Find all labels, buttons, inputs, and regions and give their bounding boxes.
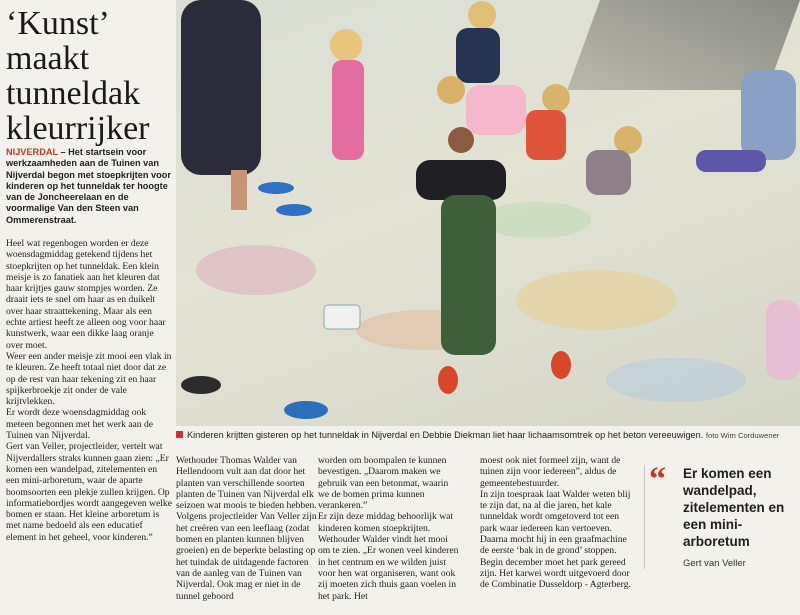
body-column-1 xyxy=(6,238,172,543)
child-body xyxy=(526,110,566,160)
body-paragraph: Begin december moet het park gereed zijn. Het karwei wordt uitgevoerd door de Combinatie Dusseldorp - Agterberg. xyxy=(480,556,631,591)
body-paragraph: worden om boompalen te kunnen bevestigen. „Daarom maken we gebruik van een betonmat, waarin we de bomen prima kunnen verankeren.” xyxy=(318,455,449,512)
headline-line-2: maakt xyxy=(6,40,90,77)
headline-line-3: tunneldak xyxy=(6,75,141,112)
pull-quote xyxy=(644,461,800,569)
child-pink-dress xyxy=(332,60,364,160)
lead-text: – Het startsein voor werkzaamheden aan de Tuinen van Nijverdal begon met stoepkrijten voor kinderen op het tunneldak ter hoogte van de Joncheerelaan en de voormalige Van den Steen van Ommerenstraat. xyxy=(6,147,171,225)
photo-caption xyxy=(176,430,796,441)
sandal xyxy=(284,401,328,419)
person-right xyxy=(741,70,796,160)
chalk-box xyxy=(324,305,360,329)
woman-top xyxy=(416,160,506,200)
child-head xyxy=(330,29,362,61)
body-column-3 xyxy=(318,455,460,602)
photo-scene xyxy=(176,0,800,426)
body-paragraph: Er wordt deze woensdagmiddag ook meteen begonnen met het werk aan de Tuinen van Nijverdal. xyxy=(6,407,154,442)
body-paragraph: Wethouder Thomas Walder van Hellendoorn vult aan dat door het planten van verschillende soorten planten de Tuinen van Nijverdal elk seizoen wat moois te bieden hebben. xyxy=(176,455,317,512)
leg xyxy=(231,170,247,210)
chalk-drawing xyxy=(481,202,591,238)
article-photo xyxy=(176,0,800,426)
woman-head xyxy=(448,127,474,153)
chalk-drawing xyxy=(196,245,316,295)
child-head xyxy=(468,1,496,29)
red-shoe xyxy=(551,351,571,379)
dateline: NIJVERDAL xyxy=(6,147,58,157)
body-paragraph: In zijn toespraak laat Walder weten blij te zijn dat, na al die jaren, het kale tunneldak wordt omgetoverd tot een park waar iedereen kan vertoeven. Daarna mocht hij in een graafmachine de eerste ‘bak in de grond’ stoppen. xyxy=(480,488,631,557)
body-column-4 xyxy=(480,455,632,591)
chalk-drawing xyxy=(516,270,676,330)
body-paragraph: Weer een ander meisje zit mooi een vlak in te kleuren. Ze heeft totaal niet door dat ze op de rest van haar tekening zit en haar spijkerbroekje zit onder de vale krijtvlekken. xyxy=(6,350,172,408)
body-paragraph: Er zijn deze middag behoorlijk wat kinderen komen stoepkrijten. Wethouder Walder vindt het mooi om te zien. „Er wonen veel kinderen in het centrum en we wilden juist voor hen wat organiseren, want ook zij moeten zich thuis gaan voelen in het park. Het xyxy=(318,511,459,602)
quote-author: Gert van Veller xyxy=(683,558,746,569)
headline xyxy=(6,6,172,146)
red-shoe xyxy=(438,366,458,394)
body-paragraph: Volgens projectleider Van Veller zijn het creëren van een leeflaag (zodat bomen en planten kunnen blijven groeien) en de beperkte belasting op het tuindak de uitdagende factoren van de aanleg van de Tuinen van Nijverdal. Ook mag er niet in de tunnel geboord xyxy=(176,511,317,602)
quote-mark-icon: “ xyxy=(649,461,666,498)
caption-marker xyxy=(176,431,183,438)
person-right-legs xyxy=(696,150,766,172)
child-head xyxy=(614,126,642,154)
headline-line-4: kleurrijker xyxy=(6,110,150,147)
child-body xyxy=(586,150,631,195)
photo-credit: foto Wim Corduwener xyxy=(705,431,780,440)
body-column-2 xyxy=(176,455,318,602)
caption-text: Kinderen krijtten gisteren op het tunneldak in Nijverdal en Debbie Diekman liet haar lichaamsomtrek op het beton vereeuwigen. xyxy=(187,430,704,440)
child-head xyxy=(437,76,465,104)
body-paragraph: moest ook niet formeel zijn, want de tuinen zijn voor iedereen”, aldus de gemeentebestuurder. xyxy=(480,455,621,489)
sandal xyxy=(181,376,221,394)
person-adult xyxy=(181,0,261,175)
body-paragraph: Heel wat regenbogen worden er deze woensdagmiddag getekend tijdens het stoepkrijten op het tunneldak. Een klein meisje is zo fanatiek aan het kleuren dat haar krijtjes gauw stompjes worden. Ze draait iets te snel om haar as en duikelt over haar straattekening. Maar als een echte artiest heeft ze alleen oog voor haar kunstwerk, waar een dikke laag oranje over moet. xyxy=(6,238,166,351)
child-head xyxy=(542,84,570,112)
body-paragraph: Gert van Veller, projectleider, vertelt wat Nijverdallers straks kunnen gaan zien: „Er komen een wandelpad, zitelementen en een mini-arboretum, waar de aparte boomsoorten een plekje zullen krijgen. Op informatiebordjes wordt aangegeven welke bomen er staan. Het kleine arboretum is met name bedoeld als een educatief element in het geheel, voor kinderen.” xyxy=(6,441,172,543)
woman-trousers xyxy=(441,195,496,355)
child-body xyxy=(456,28,500,83)
lead-paragraph xyxy=(6,147,172,226)
shoe xyxy=(258,182,294,194)
child-pink-shirt xyxy=(466,85,526,135)
child-bottom-right xyxy=(766,300,800,380)
quote-text: Er komen een wandelpad, zitelementen en een mini-arboretum xyxy=(683,466,785,549)
headline-line-1: ‘Kunst’ xyxy=(6,5,110,42)
chalk-drawing xyxy=(606,358,746,402)
shoe xyxy=(276,204,312,216)
